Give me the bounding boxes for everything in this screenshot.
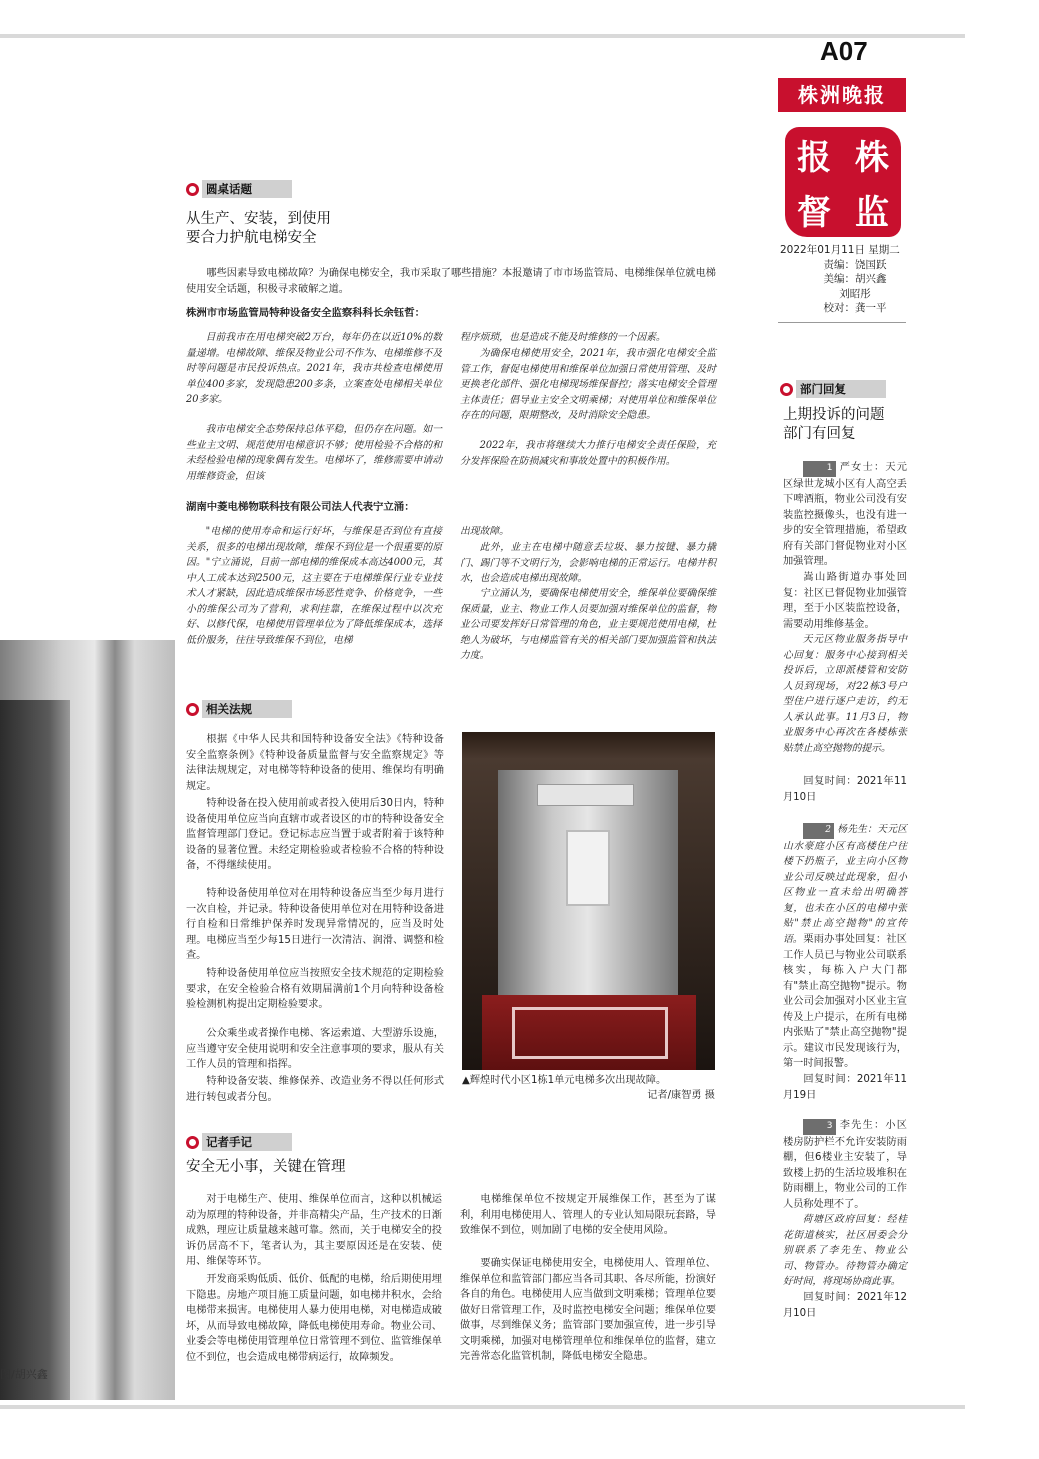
issue-date: 2022年01月11日 星期二: [780, 244, 900, 256]
item-number: 2: [803, 823, 834, 839]
reply-time: 回复时间：2021年11月10日: [783, 776, 907, 803]
paragraph: 根据《中华人民共和国特种设备安全法》《特种设备安全监察条例》《特种设备质量监督与安全监察规定》等法律法规规定，对电梯等特种设备的使用、维保均有明确规定。: [186, 734, 444, 792]
paragraph: "电梯的使用寿命和运行好坏，与维保是否到位有直接关系，很多的电梯出现故障，维保不到位是一个很重要的原因。"宁立涌说，目前一部电梯的维保成本高达4000元，其中人工成本达到2500元，这主要在于电梯维保行业专业技术人才紧缺，因此造成维保市场恶性竞争、价格竞争，一些小的维保公司为了营利，求利挂靠，在维保过程中以次充好、以修代保，电梯使用管理单位为了降低维保成本，选择低价服务，往往导致维保不到位，电梯: [186, 526, 442, 646]
complaint-item: [783, 822, 907, 947]
reply: 天元区物业服务指导中心回复：服务中心接到相关投诉后，立即派楼管和安防人员到现场，对22栋3号户型住户进行逐户走访，约无人承认此事。11月3日，物业服务中心再次在各楼栋张贴禁止高空抛物的提示。: [783, 634, 907, 754]
headline-line: 从生产、安装，到使用: [186, 211, 331, 227]
editor: 责编：饶国跃: [823, 258, 887, 271]
reply: 荷塘区政府回复：经桂花街道核实，社区居委会分别联系了李先生、物业公司、物管办。待物管办确定好时间，将现场协商此事。: [783, 1214, 907, 1287]
section-bullet-icon: [186, 703, 199, 716]
caption-text: ▲辉煌时代小区1栋1单元电梯多次出现故障。: [462, 1075, 667, 1086]
paragraph: 要确实保证电梯使用安全，电梯使用人、管理单位、维保单位和监管部门都应当各司其职、各尽所能，扮演好各自的角色。电梯使用人应当做到文明乘梯；管理单位要做好日常管理工作，及时监控电梯安全问题；维保单位要做事，尽到维保义务；监管部门要加强宣传，进一步引导文明乘梯，加强对电梯管理单位和维保单位的监督，建立完善常态化监管机制，降低电梯安全隐患。: [460, 1258, 716, 1362]
complaint-text: 李先生：小区楼房防护栏不允许安装防雨棚，但6楼业主安装了，导致楼上扔的生活垃圾堆积在防雨棚上，物业公司的工作人员称处理不了。: [783, 1120, 907, 1210]
section-bullet-icon: [186, 183, 199, 196]
paragraph: 对于电梯生产、使用、维保单位而言，这种以机械运动为原理的特种设备，并非高精尖产品，生产技术的日渐成熟，理应让质量越来越可靠。然而，关于电梯安全的投诉仍居高不下，笔者认为，其主要原因还是在安装、使用、维保等环节。: [186, 1194, 442, 1267]
complaint-text: 杨先生：天元区山水豪庭小区有高楼住户往楼下扔瓶子，业主向小区物业公司反映过此现象，但小区物业一直未给出明确答复，也未在小区的电梯中张贴"禁止高空抛物"的宣传语。: [783, 824, 907, 945]
page-number: A07: [820, 36, 868, 66]
headline-line: 要合力护航电梯安全: [186, 230, 317, 246]
newspaper-logo: 株洲晚报: [778, 78, 906, 112]
article-headline: [186, 210, 331, 248]
paragraph: 特种设备使用单位应当按照安全技术规范的定期检验要求，在安全检验合格有效期届满前1个月向特种设备检验检测机构提出定期检验要求。: [186, 968, 444, 1010]
speaker-intro: 湖南中菱电梯物联科技有限公司法人代表宁立涌：: [186, 501, 415, 513]
paragraph: 宁立涌认为，要确保电梯使用安全，维保单位要确保维保质量，业主、物业工作人员要加强对维保单位的监督，物业公司要发挥好日常管理的角色，业主要规范使用电梯，杜绝人为破坏，与电梯监管有关的相关部门要加强监管和执法力度。: [460, 588, 716, 661]
paragraph: 开发商采购低质、低价、低配的电梯，给后期使用埋下隐患。房地产项目施工质量问题，如电梯井积水，会给电梯带来损害。电梯使用人暴力使用电梯，对电梯造成破坏，从而导致电梯故障，降低电梯使用寿命。物业公司、业委会等电梯使用管理单位日常管理不到位、监管维保单位不到位，也会造成电梯带病运行，故障频发。: [186, 1274, 442, 1363]
section-label: 记者手记: [202, 1133, 292, 1151]
paragraph: 程序烦琐，也是造成不能及时维修的一个因素。: [460, 332, 666, 343]
issue-meta: [780, 243, 930, 316]
reply: 栗雨办事处回复：社区工作人员已与物业公司联系核实，每栋入户大门都有"禁止高空抛物"提示。物业公司会加强对小区业主宣传及上户提示，在所有电梯内张贴了"禁止高空抛物"提示。建议市民发现该行为，第一时间报警。: [783, 934, 907, 1069]
seal-char: 督: [797, 193, 831, 233]
notes-headline: 安全无小事，关键在管理: [186, 1159, 346, 1175]
paragraph: 特种设备在投入使用前或者投入使用后30日内，特种设备使用单位应当向直辖市或者设区的市的特种设备安全监督管理部门登记。登记标志应当置于或者附着于该特种设备的显著位置。未经定期检验或者检验不合格的特种设备，不得继续使用。: [186, 798, 444, 871]
paragraph: 特种设备安装、维修保养、改造业务不得以任何形式进行转包或者分包。: [186, 1076, 444, 1103]
seal-char: 报: [797, 138, 831, 178]
paragraph: 电梯维保单位不按规定开展维保工作，甚至为了谋利，利用电梯使用人、管理人的专业认知局限玩套路，导致维保不到位，则加剧了电梯的安全使用风险。: [460, 1194, 716, 1236]
reply-time: 回复时间：2021年11月19日: [783, 1074, 907, 1101]
section-label: 圆桌话题: [202, 180, 292, 198]
section-label: 部门回复: [796, 380, 886, 398]
item-number: 3: [803, 1119, 835, 1135]
headline-line: 部门有回复: [783, 426, 856, 442]
section-head-dept: [780, 380, 886, 398]
elevator-floor: [482, 995, 696, 1070]
illustration-credit: 图/胡兴鑫: [0, 1368, 48, 1381]
paragraph: 公众乘坐或者操作电梯、客运索道、大型游乐设施，应当遵守安全使用说明和安全注意事项的要求，服从有关工作人员的管理和指挥。: [186, 1028, 444, 1070]
floor-border: [512, 1007, 668, 1059]
complaint-item: [783, 460, 907, 570]
paragraph: 特种设备使用单位对在用特种设备应当至少每月进行一次自检，并记录。特种设备使用单位对在用特种设备进行自检和日常维护保养时发现异常情况的，应当及时处理。电梯应当至少每15日进行一次清洁、润滑、调整和检查。: [186, 888, 444, 961]
designer-2: 刘昭彤: [839, 287, 871, 300]
photo-caption: [462, 1073, 715, 1103]
seal-char: 株: [855, 138, 889, 178]
proofreader: 校对：龚一平: [823, 302, 887, 314]
reply: 嵩山路街道办事处回复：社区已督促物业加强管理，至于小区装监控设备，需要动用维修基金。: [783, 572, 907, 630]
section-head-roundtable: [186, 180, 292, 198]
designer: 美编：胡兴鑫: [823, 273, 887, 285]
notice-panel: [566, 830, 610, 906]
elevator-frame: [95, 640, 135, 1400]
paragraph: 我市电梯安全态势保持总体平稳，但仍存在问题。如一些业主文明、规范使用电梯意识不够；使用检验不合格的和未经检验电梯的现象偶有发生。电梯坏了，维修需要申请动用维修资金，但该: [186, 424, 442, 482]
seal-char: 监: [855, 193, 889, 233]
item-number: 1: [803, 461, 835, 477]
section-head-regulations: [186, 700, 292, 718]
elevator-door-shadow: [0, 700, 70, 1400]
reply-time: 回复时间：2021年12月10日: [783, 1292, 907, 1319]
dept-headline: [783, 406, 885, 444]
paragraph: 目前我市在用电梯突破2万台，每年仍在以近10%的数量递增。电梯故障、维保及物业公司不作为、电梯维修不及时等问题是市民投诉热点。2021年，我市共检查电梯使用单位400多家，发现隐患200多条，立案查处电梯相关单位20多家。: [186, 332, 442, 405]
ceiling-fan: [537, 784, 634, 806]
paragraph: 出现故障。: [460, 526, 509, 537]
section-bullet-icon: [780, 383, 793, 396]
column-seal: [785, 127, 901, 237]
photo-credit: 记者/康智勇 摄: [647, 1090, 715, 1101]
elevator-illustration: [0, 640, 175, 1400]
paragraph: 此外，业主在电梯中随意丢垃圾、暴力按键、暴力撬门、踢门等不文明行为，会影响电梯的正常运行。电梯井积水，也会造成电梯出现故障。: [460, 542, 716, 584]
speaker-intro: 株洲市市场监管局特种设备安全监察科科长余钰哲：: [186, 307, 425, 319]
bottom-rule: [0, 1405, 965, 1409]
complaint-text: 严女士：天元区绿世龙城小区有人高空丢下啤酒瓶，物业公司没有安装监控摄像头，也没有进一步的安全管理措施，希望政府有关部门督促物业对小区加强管理。: [783, 462, 907, 567]
section-bullet-icon: [186, 1136, 199, 1149]
divider: [778, 322, 906, 323]
elevator-photo: [462, 732, 715, 1070]
complaint-item: [783, 1118, 907, 1212]
paragraph: 2022年，我市将继续大力推行电梯安全责任保险，充分发挥保险在防损减灾和事故处置中的积极作用。: [460, 440, 716, 467]
section-label: 相关法规: [202, 700, 292, 718]
section-head-notes: [186, 1133, 292, 1151]
paragraph: 为确保电梯使用安全，2021年，我市强化电梯安全监管工作，督促电梯使用和维保单位加强日常使用管理、及时更换老化部件、强化电梯现场维保督控；落实电梯安全管理主体责任；倡导业主安全文明乘梯；对使用单位和维保单位存在的问题，限期整改，及时消除安全隐患。: [460, 348, 716, 421]
article-lead: 哪些因素导致电梯故障？为确保电梯安全，我市采取了哪些措施？本报邀请了市市场监管局、电梯维保单位就电梯使用安全话题，积极寻求破解之道。: [186, 268, 716, 295]
headline-line: 上期投诉的问题: [783, 407, 885, 423]
